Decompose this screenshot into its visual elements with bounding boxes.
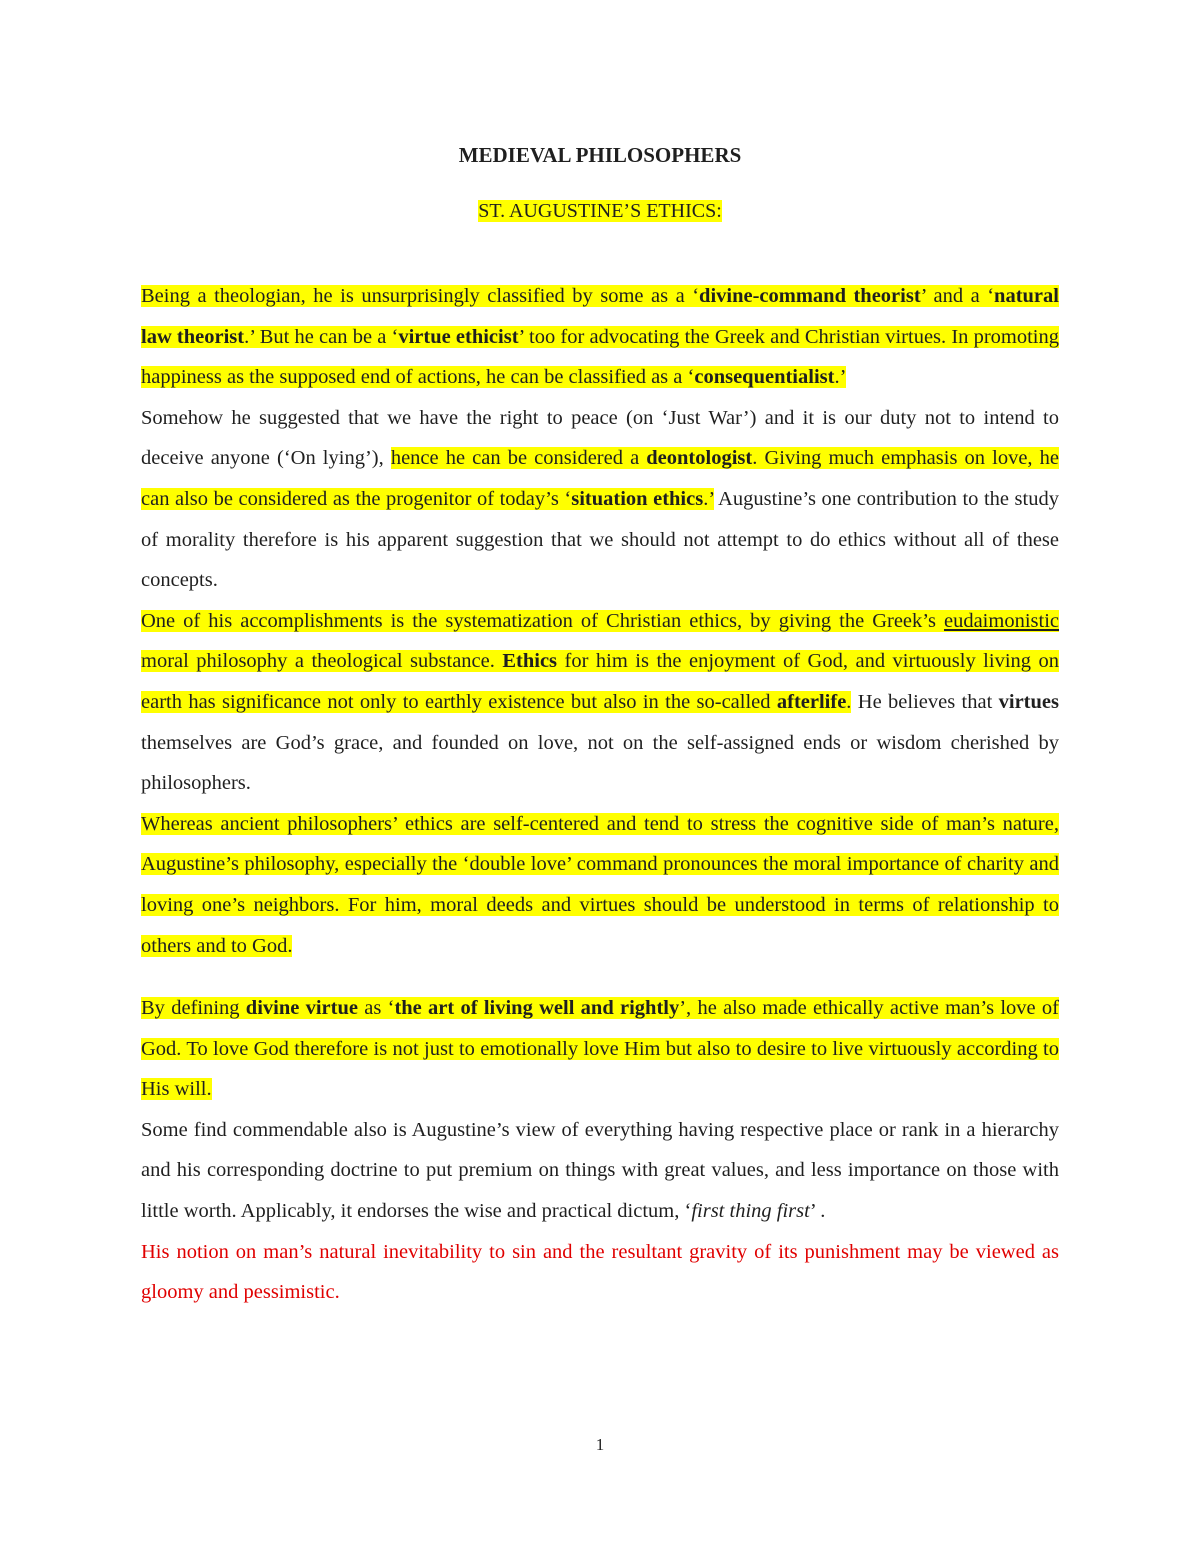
- text-run: .’ But he can be a ‘: [244, 325, 399, 348]
- section-heading: [0, 200, 1200, 223]
- paragraph-divine-virtue: [141, 988, 1059, 1110]
- italic-term: first thing first: [691, 1200, 810, 1223]
- page-number: 1: [595, 1435, 605, 1454]
- highlighted-text: [141, 997, 1059, 1100]
- bold-term: Ethics: [502, 650, 558, 673]
- text-run: Somehow he suggested that we have the right to peace (on ‘Just War’) and it is our duty not to intend to deceive anyone (‘On lying’),: [141, 406, 1059, 470]
- bold-term: afterlife: [776, 690, 847, 713]
- bold-term: consequentialist: [694, 366, 835, 389]
- section-heading-text: ST. AUGUSTINE’S ETHICS:: [478, 200, 722, 222]
- bold-term: virtues: [998, 690, 1059, 713]
- text-run: . Giving much emphasis on love, he can also be considered as the progenitor of today’s ‘: [141, 447, 1059, 510]
- text-run: hence he can be considered a: [390, 447, 647, 470]
- text-run: .’: [703, 487, 714, 510]
- bold-term: deontologist: [646, 447, 753, 470]
- text-run: .’: [834, 366, 847, 389]
- text-run: He believes that: [851, 690, 999, 713]
- bold-term: divine-command theorist: [699, 285, 921, 307]
- bold-term: natural law theorist: [141, 285, 1059, 348]
- text-run: ’ too for advocating the Greek and Christian virtues. In promoting happiness as the supposed end of actions, he can be classified as a ‘: [141, 325, 1059, 389]
- highlighted-text: [141, 285, 1059, 388]
- text-run: for him is the enjoyment of God, and virtuously living on earth has significance not only to earthly existence but also in the so-called: [141, 650, 1059, 713]
- text-run: Being a theologian, he is unsurprisingly classified by some as a ‘: [141, 285, 700, 307]
- text-run: By defining: [141, 997, 246, 1020]
- text-run: moral philosophy a theological substance.: [141, 650, 503, 673]
- bold-term: virtue ethicist: [398, 325, 519, 348]
- text-run: .: [846, 690, 852, 713]
- highlighted-text: Whereas ancient philosophers’ ethics are self-centered and tend to stress the cognitive side of man’s nature, Augustine’s philosophy, especially the ‘double love’ command pronounces the moral importance of charity and loving one’s neighbors. For him, moral deeds and virtues should be understood in terms of relationship to others and to God.: [141, 812, 1059, 957]
- paragraph-hierarchy: [141, 1110, 1059, 1232]
- text-run: ’ and a ‘: [920, 285, 995, 307]
- paragraph-accomplishments: [141, 601, 1059, 804]
- text-run: themselves are God’s grace, and founded on love, not on the self-assigned ends or wisdom cherished by philosophers.: [141, 731, 1059, 795]
- bold-term: divine virtue: [245, 997, 358, 1020]
- text-run: ’ .: [809, 1200, 826, 1223]
- paragraph-classifications: [141, 276, 1059, 398]
- paragraph-criticism: His notion on man’s natural inevitability to sin and the resultant gravity of its punishment may be viewed as gloomy and pessimistic.: [141, 1240, 1059, 1304]
- bold-term: the art of living well and rightly: [394, 997, 680, 1020]
- paragraph-double-love: [141, 804, 1059, 966]
- text-run: One of his accomplishments is the systematization of Christian ethics, by giving the Greek’s: [141, 609, 944, 632]
- text-run: Some find commendable also is Augustine’s view of everything having respective place or rank in a hierarchy and his corresponding doctrine to put premium on things with great values, and less importance on those with little worth. Applicably, it endorses the wise and practical dictum, ‘: [141, 1118, 1059, 1223]
- document-title: MEDIEVAL PHILOSOPHERS: [458, 143, 742, 167]
- document-body: [141, 276, 1059, 1313]
- text-run: as ‘: [357, 997, 395, 1020]
- text-run: ’, he also made ethically active man’s love of God. To love God therefore is not just to emotionally love Him but also to desire to live virtuously according to His will.: [141, 997, 1059, 1101]
- underlined-term: eudaimonistic: [943, 609, 1059, 632]
- paragraph-deontologist: [141, 398, 1059, 601]
- text-run: Augustine’s one contribution to the study of morality therefore is his apparent suggestion that we should not attempt to do ethics without all of these concepts.: [141, 487, 1059, 592]
- bold-term: situation ethics: [571, 487, 704, 510]
